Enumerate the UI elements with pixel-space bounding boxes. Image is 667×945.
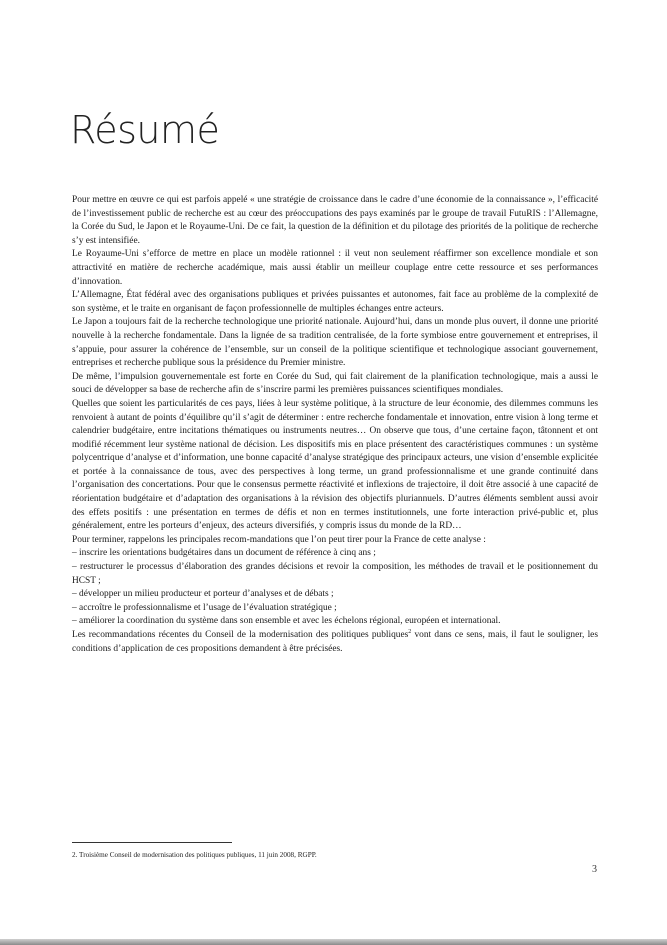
recommendation-item: – améliorer la coordination du système dans son ensemble et avec les échelons régional, européen et international. bbox=[72, 616, 501, 627]
summary-body bbox=[72, 194, 598, 656]
paragraph-japon: Le Japon a toujours fait de la recherche technologique une priorité nationale. Aujourd’hui, dans un monde plus ouvert, il donne une priorité nouvelle à la recherche fondamentale. Dans la lignée de sa tradition centralisée, de la forte symbiose entre gouvernement et entreprises, il s’appuie, pour assurer la cohérence de l’ensemble, sur un conseil de la politique scientifique et technologique associant gouvernement, entreprises et recherche publique sous la présidence du Premier ministre. bbox=[72, 317, 598, 369]
page-bottom-edge bbox=[0, 939, 667, 945]
recommendation-item: – restructurer le processus d’élaboration des grandes décisions et revoir la composition, les méthodes de travail et le positionnement du HCST ; bbox=[72, 562, 598, 586]
footnote-marker[interactable]: 2 bbox=[408, 628, 412, 635]
paragraph-coree: De même, l’impulsion gouvernementale est forte en Corée du Sud, qui fait clairement de la planification technologique, mais a aussi le souci de développer sa base de recherche afin de s’inscrire parmi les premières puissances scientifiques mondiales. bbox=[72, 371, 598, 396]
page-title: Résumé bbox=[70, 108, 220, 152]
recommendation-item: – accroître le professionnalisme et l’usage de l’évaluation stratégique ; bbox=[72, 602, 337, 613]
paragraph-allemagne: L’Allemagne, État fédéral avec des organisations publiques et privées puissantes et autonomes, fait face au problème de la complexité de son système, et le traite en organisant de façon professionnelle de multiples échanges entre acteurs. bbox=[72, 290, 598, 314]
paragraph-dilemmes: Quelles que soient les particularités de ces pays, liées à leur système politique, à la structure de leur économie, des dilemmes communs les renvoient à autant de points d’équilibre qu’il s’agit de déterminer : entre recherche fondamentale et innovation, entre vision à long terme et calendrier budgétaire, entre incitations thématiques ou instruments neutres… On observe que tous, d’une certaine façon, tâtonnent et ont modifié récemment leur système national de décision. Les dispositifs mis en place présentent des caractéristiques communes : un système polycentrique d’analyse et d’information, une bonne capacité d’analyse stratégique des principaux acteurs, une vision d’ensemble explicitée et portée à la connaissance de tous, avec des perspectives à long terme, un grand professionnalisme et une grande continuité dans l’organisation des concertations. Pour que le consensus permette réactivité et inflexions de trajectoire, il doit être associé à une capacité de réorientation budgétaire et d’adaptation des organisations à la révision des objectifs pluriannuels. D’autres éléments semblent aussi avoir des effets positifs : une présentation en termes de défis et non en termes institutionnels, une forte interaction privé-public et, plus généralement, entre les porteurs d’enjeux, des acteurs diversifiés, y compris issus du monde de la RD… bbox=[72, 398, 598, 532]
footnote: 2. Troisième Conseil de modernisation des politiques publiques, 11 juin 2008, RGPP. bbox=[72, 851, 317, 859]
page-number: 3 bbox=[592, 864, 597, 875]
recommendation-item: – inscrire les orientations budgétaires dans un document de référence à cinq ans ; bbox=[72, 548, 376, 559]
closing-text-end: vont dans ce sens, mais, il faut le souligner, les conditions d’application de ces propositions demandent à être précisées. bbox=[72, 630, 598, 654]
paragraph-closing bbox=[72, 629, 598, 656]
paragraph-royaume-uni: Le Royaume-Uni s’efforce de mettre en place un modèle rationnel : il veut non seulement réaffirmer son excellence mondiale et son attractivité en matière de recherche académique, mais aussi établir un meilleur couplage entre cette ressource et ses performances d’innovation. bbox=[72, 249, 598, 287]
footnote-divider bbox=[72, 842, 232, 843]
closing-text-start: Les recommandations récentes du Conseil de la modernisation des politiques publiques bbox=[72, 630, 409, 640]
paragraph-intro: Pour mettre en œuvre ce qui est parfois appelé « une stratégie de croissance dans le cadre d’une économie de la connaissance », l’efficacité de l’investissement public de recherche est au cœur des préoccupations des pays examinés par le groupe de travail FutuRIS : l’Allemagne, la Corée du Sud, le Japon et le Royaume-Uni. De ce fait, la question de la définition et du pilotage des priorités de la politique de recherche s’y est intensifiée. bbox=[72, 195, 598, 246]
recommendation-item: – développer un milieu producteur et porteur d’analyses et de débats ; bbox=[72, 589, 334, 600]
paragraph-recommandations-intro: Pour terminer, rappelons les principales recom-mandations que l’on peut tirer pour la France de cette analyse : bbox=[72, 534, 486, 545]
